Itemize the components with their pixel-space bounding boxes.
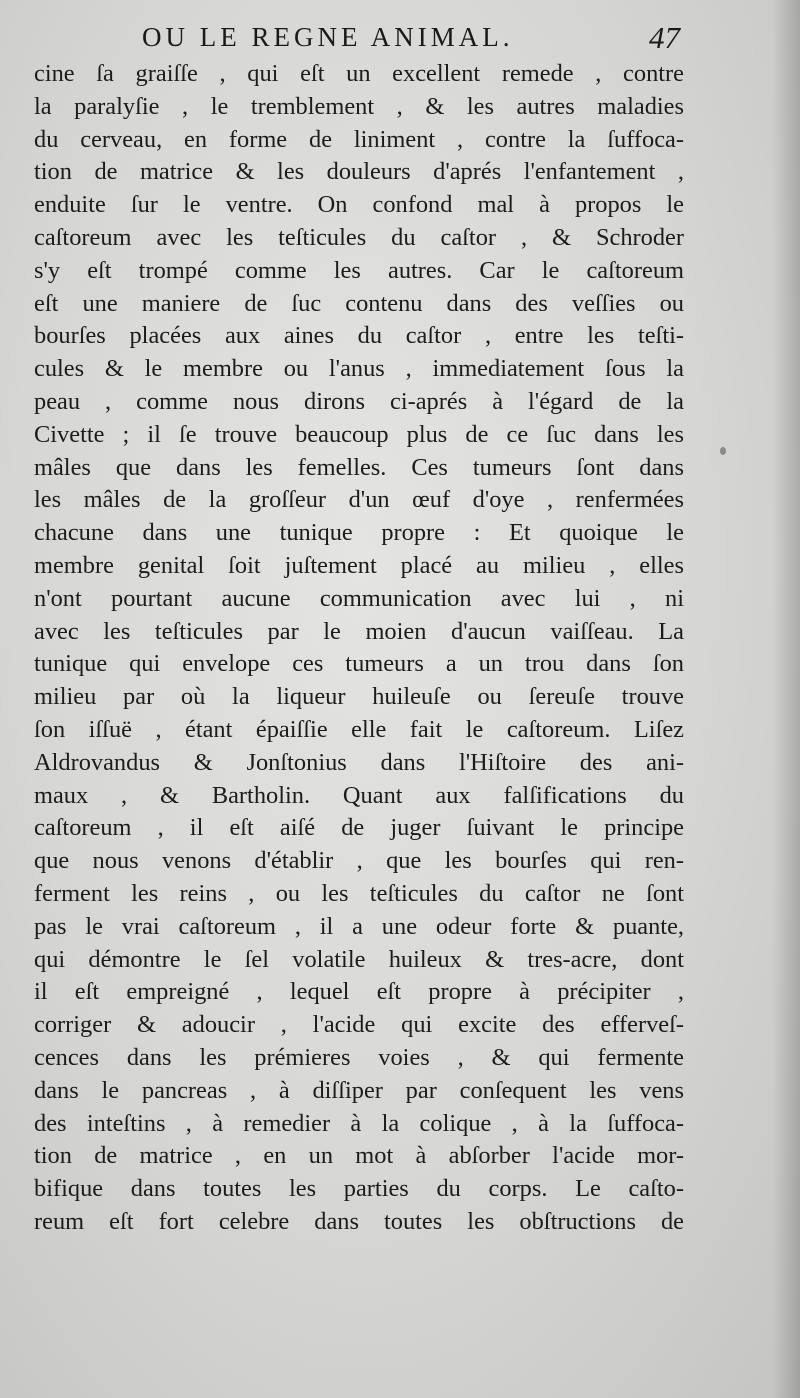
text-line: tion de matrice & les douleurs d'aprés l'enfantement , xyxy=(34,158,684,186)
text-line: ferment les reins , ou les teſticules du caſtor ne ſont xyxy=(34,879,684,907)
text-line: membre genital ſoit juſtement placé au milieu , elles xyxy=(34,551,684,579)
text-line: que nous venons d'établir , que les bourſes qui ren- xyxy=(34,847,684,875)
page-number: 47 xyxy=(649,20,680,55)
ink-spot xyxy=(720,447,726,455)
text-line: maux , & Bartholin. Quant aux falſifications du xyxy=(34,781,684,809)
body-text xyxy=(34,58,684,1239)
text-line: mâles que dans les femelles. Ces tumeurs ſont dans xyxy=(34,453,684,481)
text-line: corriger & adoucir , l'acide qui excite des efferveſ- xyxy=(34,1011,684,1039)
text-line: il eſt empreigné , lequel eſt propre à précipiter , xyxy=(34,978,684,1006)
text-line: du cerveau, en forme de liniment , contre la ſuffoca- xyxy=(34,125,684,153)
text-line: cences dans les prémieres voies , & qui fermente xyxy=(34,1043,684,1071)
text-line: bourſes placées aux aines du caſtor , entre les teſti- xyxy=(34,322,684,350)
text-line: bifique dans toutes les parties du corps. Le caſto- xyxy=(34,1175,684,1203)
text-line: Civette ; il ſe trouve beaucoup plus de ce ſuc dans les xyxy=(34,420,684,448)
text-line: milieu par où la liqueur huileuſe ou ſereuſe trouve xyxy=(34,683,684,711)
text-line: tion de matrice , en un mot à abſorber l'acide mor- xyxy=(34,1142,684,1170)
text-line: des inteſtins , à remedier à la colique , à la ſuffoca- xyxy=(34,1109,684,1137)
text-line: caſtoreum avec les teſticules du caſtor , & Schroder xyxy=(34,223,684,251)
text-line: pas le vrai caſtoreum , il a une odeur forte & puante, xyxy=(34,912,684,940)
text-line: peau , comme nous dirons ci-aprés à l'égard de la xyxy=(34,387,684,415)
text-line: chacune dans une tunique propre : Et quoique le xyxy=(34,519,684,547)
text-line: eſt une maniere de ſuc contenu dans des veſſies ou xyxy=(34,289,684,317)
text-line: n'ont pourtant aucune communication avec lui , ni xyxy=(34,584,684,612)
text-line: Aldrovandus & Jonſtonius dans l'Hiſtoire des ani- xyxy=(34,748,684,776)
text-line: dans le pancreas , à diſſiper par conſequent les vens xyxy=(34,1076,684,1104)
text-line: qui démontre le ſel volatile huileux & tres-acre, dont xyxy=(34,945,684,973)
text-line: tunique qui envelope ces tumeurs a un trou dans ſon xyxy=(34,650,684,678)
text-line: avec les teſticules par le moien d'aucun vaiſſeau. La xyxy=(34,617,684,645)
text-line: enduite ſur le ventre. On confond mal à propos le xyxy=(34,191,684,219)
text-line: reum eſt fort celebre dans toutes les obſtructions de xyxy=(34,1207,684,1235)
text-line: ſon iſſuë , étant épaiſſie elle fait le caſtoreum. Liſez xyxy=(34,715,684,743)
text-line: s'y eſt trompé comme les autres. Car le caſtoreum xyxy=(34,256,684,284)
text-line: les mâles de la groſſeur d'un œuf d'oye , renfermées xyxy=(34,486,684,514)
page-header xyxy=(30,18,680,58)
text-line: la paralyſie , le tremblement , & les autres maladies xyxy=(34,92,684,120)
text-line: cine ſa graiſſe , qui eſt un excellent remede , contre xyxy=(34,60,684,87)
text-line: caſtoreum , il eſt aiſé de juger ſuivant le principe xyxy=(34,814,684,842)
text-line: cules & le membre ou l'anus , immediatement ſous la xyxy=(34,355,684,383)
running-title: OU LE REGNE ANIMAL. xyxy=(142,22,514,52)
